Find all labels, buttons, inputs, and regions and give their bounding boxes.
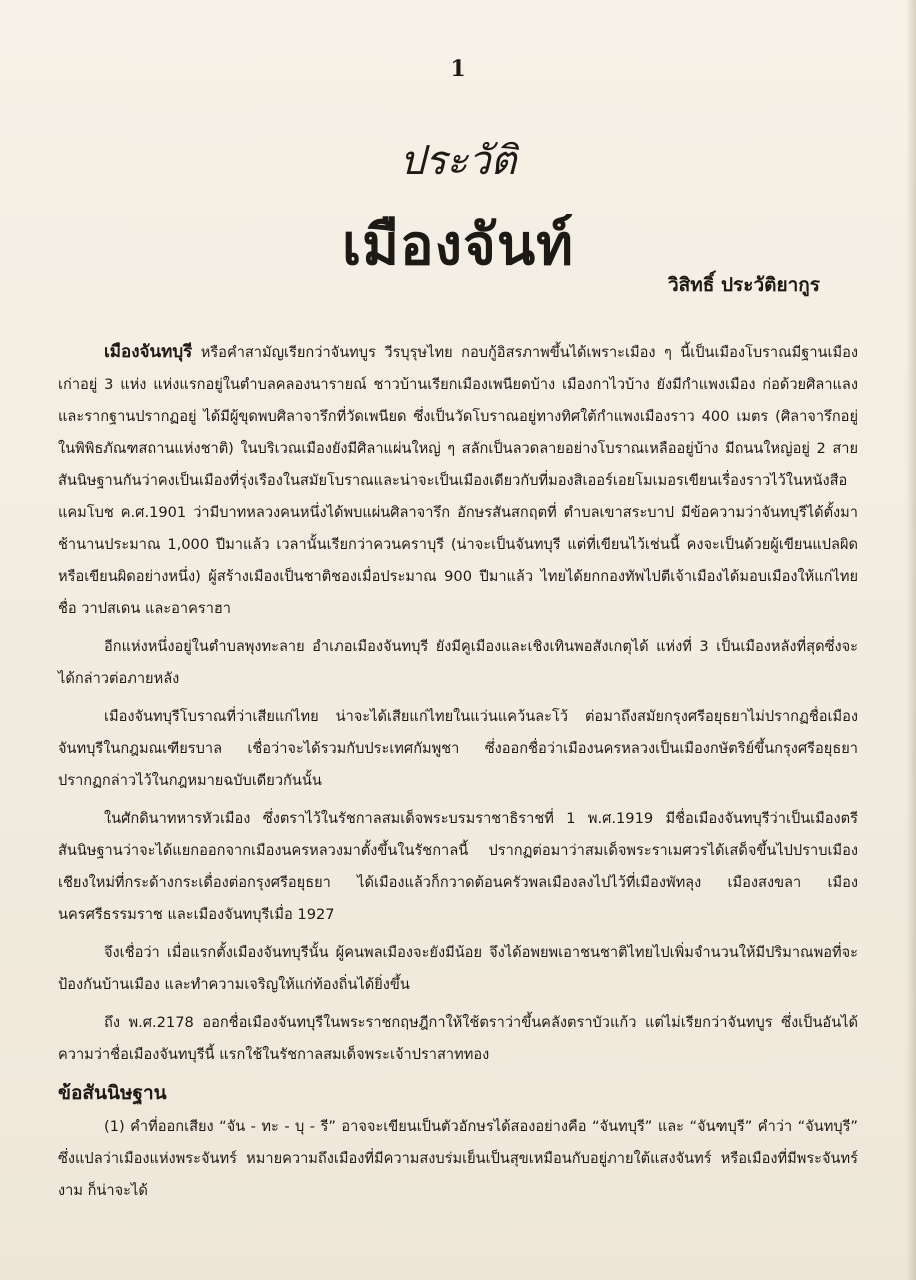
paragraph-text: จึงเชื่อว่า เมื่อแรกตั้งเมืองจันทบุรีนั้น ผู้คนพลเมืองจะยังมีน้อย จึงได้อพยพเอาชนชาติไทยไปเพิ่มจำนวนให้มีปริมาณพอที่จะป้องกันบ้านเมือง และทำความเจริญให้แก่ท้องถิ่นได้ยิ่งขึ้น: [58, 944, 858, 993]
paragraph-text: เมืองจันทบุรีโบราณที่ว่าเสียแก่ไทย น่าจะได้เสียแก่ไทยในแว่นแคว้นละโว้ ต่อมาถึงสมัยกรุงศรีอยุธยาไม่ปรากฏชื่อเมืองจันทบุรีในกฎมณเฑียรบาล เชื่อว่าจะได้รวมกับประเทศกัมพูชา ซึ่งออกชื่อว่าเมืองนครหลวงเป็นเมืองกษัตริย์ขึ้นกรุงศรีอยุธยาปรากฏกล่าวไว้ในกฎหมายฉบับเดียวกันนั้น: [58, 708, 858, 789]
article-body: [58, 336, 858, 1207]
paragraph-6: [58, 1007, 858, 1071]
paragraph-text: ถึง พ.ศ.2178 ออกชื่อเมืองจันทบุรีในพระราชกฤษฎีกาให้ใช้ตราว่าขึ้นคลังตราบัวแก้ว แต่ไม่เรียกว่าจันทบูร ซึ่งเป็นอันได้ความว่าชื่อเมืองจันทบุรีนี้ แรกใช้ในรัชกาลสมเด็จพระเจ้าปราสาททอง: [58, 1014, 858, 1063]
paragraph-3: [58, 701, 858, 797]
paragraph-text: ในศักดินาทหารหัวเมือง ซึ่งตราไว้ในรัชกาลสมเด็จพระบรมราชาธิราชที่ 1 พ.ศ.1919 มีชื่อเมืองจันทบุรีว่าเป็นเมืองตรี สันนิษฐานว่าจะได้แยกออกจากเมืองนครหลวงมาตั้งขึ้นในรัชกาลนี้ ปรากฏต่อมาว่าสมเด็จพระราเมศวรได้เสด็จขึ้นไปปราบเมืองเชียงใหม่ที่กระด้างกระเดื่องต่อกรุงศรีอยุธยา ได้เมืองแล้วก็กวาดต้อนครัวพลเมืองลงไปไว้ที่เมืองพัทลุง เมืองสงขลา เมืองนครศรีธรรมราช และเมืองจันทบุรีเมื่อ 1927: [58, 810, 858, 923]
section-heading: ข้อสันนิษฐาน: [58, 1082, 167, 1104]
page-title: เมืองจันท์: [341, 212, 575, 278]
paragraph-2: [58, 631, 858, 695]
paragraph-1: [58, 336, 858, 625]
section-note-1: (1) คำที่ออกเสียง “จัน - ทะ - บุ - รี” อาจจะเขียนเป็นตัวอักษรได้สองอย่างคือ “จันทบุรี” และ “จันฑบุรี” คำว่า “จันทบุรี” ซึ่งแปลว่าเมืองแห่งพระจันทร์ หมายความถึงเมืองที่มีความสงบร่มเย็นเป็นสุขเหมือนกับอยู่ภายใต้แสงจันทร์ หรือเมืองที่มีพระจันทร์งาม ก็น่าจะได้: [58, 1118, 858, 1199]
paragraph-text: หรือคำสามัญเรียกว่าจันทบูร วีรบุรุษไทย กอบกู้อิสรภาพขึ้นได้เพราะเมือง ๆ นี้เป็นเมืองโบราณมีฐานเมืองเก่าอยู่ 3 แห่ง แห่งแรกอยู่ในตำบลคลองนารายณ์ ชาวบ้านเรียกเมืองเพนียดบ้าง เมืองกาไวบ้าง ยังมีกำแพงเมือง ก่อด้วยศิลาแลงและรากฐานปรากฏอยู่ ได้มีผู้ขุดพบศิลาจารึกที่วัดเพนียด ซึ่งเป็นวัดโบราณอยู่ทางทิศใต้กำแพงเมืองราว 400 เมตร (ศิลาจารึกอยู่ในพิพิธภัณฑสถานแห่งชาติ) ในบริเวณเมืองยังมีศิลาแผ่นใหญ่ ๆ สลักเป็นลวดลายอย่างโบราณเหลืออยู่บ้าง มีถนนใหญ่อยู่ 2 สาย สันนิษฐานกันว่าคงเป็นเมืองที่รุ่งเรืองในสมัยโบราณและน่าจะเป็นเมืองเดียวกับที่มองสิเออร์เอยโมเมอรเขียนเรื่องราวไว้ในหนังสือ แคมโบช ค.ศ.1901 ว่ามีบาทหลวงคนหนึ่งได้พบแผ่นศิลาจารึก อักษรสันสกฤตที่ ตำบลเขาสระบาป มีข้อความว่าจันทบุรีได้ตั้งมาช้านานประมาณ 1,000 ปีมาแล้ว เวลานั้นเรียกว่าควนคราบุรี (น่าจะเป็นจันทบุรี แต่ที่เขียนไว้เช่นนี้ คงจะเป็นด้วยผู้เขียนแปลผิดหรือเขียนผิดอย่างหนึ่ง) ผู้สร้างเมืองเป็นชาติชองเมื่อประมาณ 900 ปีมาแล้ว ไทยได้ยกกองทัพไปตีเจ้าเมืองได้มอบเมืองให้แก่ไทยชื่อ วาปสเดน และอาคราฮา: [58, 344, 858, 617]
paragraph-text: อีกแห่งหนึ่งอยู่ในตำบลพุงทะลาย อำเภอเมืองจันทบุรี ยังมีคูเมืองและเชิงเทินพอสังเกตุได้ แห่งที่ 3 เป็นเมืองหลังที่สุดซึ่งจะได้กล่าวต่อภายหลัง: [58, 638, 858, 687]
paragraph-lead: เมืองจันทบุรี: [104, 342, 193, 362]
author-name: วิสิทธิ์ ประวัติยากูร: [668, 274, 820, 296]
paragraph-5: [58, 937, 858, 1001]
title-prefix: ประวัติ: [399, 138, 517, 184]
page-edge-shadow: [906, 0, 916, 1280]
page-number: 1: [450, 56, 466, 82]
paragraph-4: [58, 803, 858, 931]
